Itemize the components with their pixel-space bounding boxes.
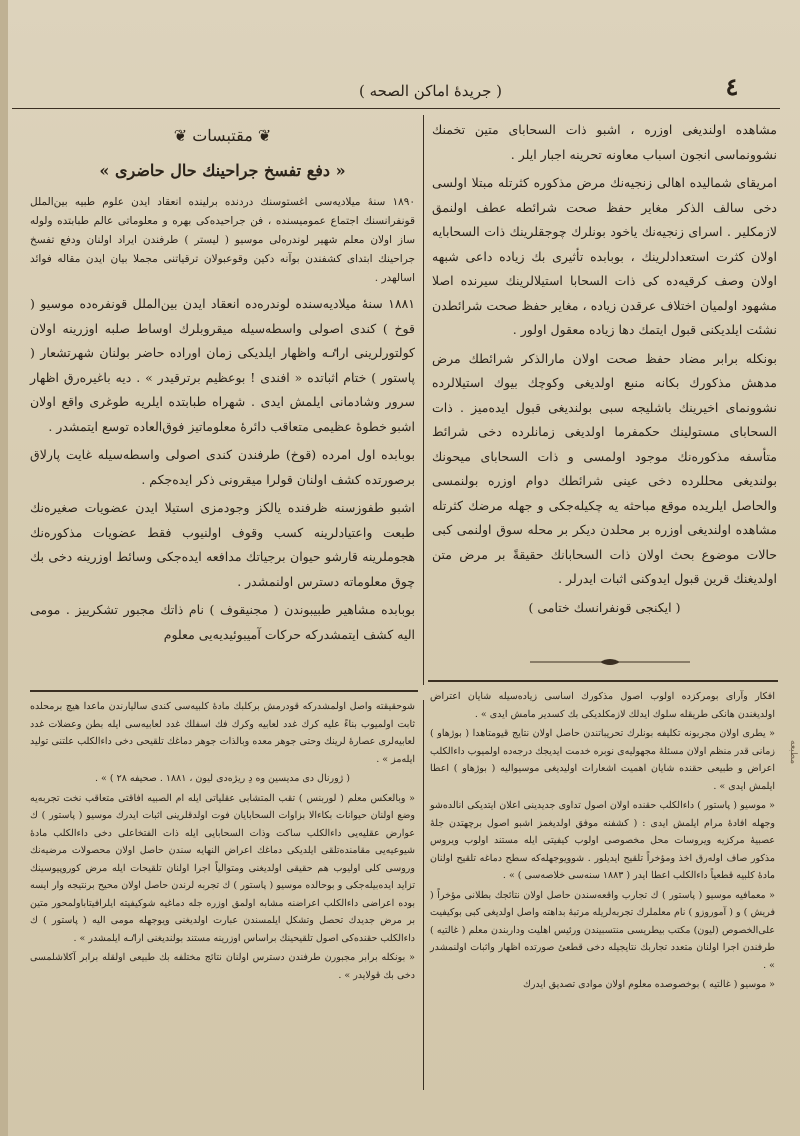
footnote: « معمافیه موسیو ( پاستور ) ك تجارب واقعه‌سندن حاصل اولان نتائجك بطلانی مؤخراً ( فریش ) و ( آموروزو ) نام معلملرك تجربه‌لریله مرتبهٔ بداهته واصل اولدیغی کبی بوکیفیت علی‌الخصوص (لیون) مکتب بیطریسی منتسبیندن ورئیس اهلیت وداربندن معلم ( غالتیه ) طرفندن اجرا اولنان متعدد تجاربك نتایجیله دخی قطعیٔ صورتده اظهار واثبات اولنمشدر » . (430, 889, 775, 971)
ornament-icon: » (99, 160, 115, 180)
footnote: « موسیو ( غالتیه ) بوخصوصده معلوم اولان موادی تصدیق ایدرك (523, 979, 775, 990)
left-column (30, 118, 415, 683)
paragraph: امریقای شمالیده اهالی زنجیه‌نك مرض مذکوره کثرتله مبتلا اولسی دخی سالف الذکر مغایر حفظ صحت شرائطه عطف اولنمق لازمکلیر . اسرای زنجیه‌نك یاخود بونلرك چوجقلرینك ذات السحابایه اولان کثرت استعدادلرینك ، بوبابده تأثیری بك زیاده داعی شبهه اولان وصف کرقیه‌ده کی ذات السحابا استیلالرینك سیرنده اصلا مشهود اولمیان اختلاف عرقدن زیاده ، مغایر حفظ صحت شرائطدن نشئت ایلدیکنی قبول ایتمك دها زیاده معقول اولور . (432, 175, 777, 337)
footnote: شوحقیقته واصل اولمشدرکه قودرمش برکلبك مادهٔ کلبیه‌سی کندی سالیارندن ماعدا هیچ برمحلده ثابت اولمیوب بناءً علیه کرك غدد لعابیه وکرك فك اسفلك غدد لعابیه‌سی ایله بطن وعضلات غدد لعابیه‌لری عصارهٔ لرینك وحتی جوهر معده وبالذات جوهر دماغك تلقیحی دخی داءالکلب علتنی تولید ایله‌مز » . (30, 701, 415, 765)
footnote: « بونکله برابر مجبورن طرفندن دسترس اولنان نتائج مختلفه بك طبیعی اولقله برابر آکلاشلمسی دخی بك قولایدر » . (30, 952, 415, 981)
footnote: « یطری اولان مجربونه تکلیفه بونلرك تحریباتندن حاصل اولان نتایج قیومتاهدا ( بوژهاو ) زمانی قدر منظم اولان مسئلهٔ مجهولیه‌ی نوبره خدمت ایدیجك درجه‌ده اولمیوب داءالکلب اعراض و طبیعی حقنده شایان اهمیت اشعارات اولیدیغی موسیوالیه ( بوژهاو ) اعطا ایلمش ایدی » . (430, 728, 775, 792)
footnote-citation: ( ژورنال دی مدیسین وه دِ ریژه‌دی لیون ، ۱۸۸۱ . صحیفه ۲۸ ) » . (95, 773, 350, 784)
column-divider (423, 115, 424, 685)
footnote: « موسیو ( پاستور ) داءالکلب حقنده اولان اصول تداوی جدیدینی اعلان ایتدیکی انالده‌شو وجهله افادهٔ مرام ایلمش ایدی : ( کشفنه موفق اولدیغمز اشبو اصول برچهتدن جلهٔ عصبیهٔ مرکزیه ویروسات محل مخصوصی اولوب کیفیتی ایله مستند اولوب ویروس مذکور صاف اوله‌رق اخذ ومؤخراً تلقیح ایدیلور . شوویوجهله‌که سطح دماغه تلقیح اولنان مادهٔ کلبیه قطعیاً داءالکلب اعطا ایدر ( ۱۸۸۳ سنه‌سی خلاصه‌سی ) » . (430, 800, 775, 881)
paragraph: اشبو طفوزسنه ظرفنده یالکز وجودمزی استیلا ایدن عضویات صغیره‌نك طبعت واعتیادلرینه کسب وقوف اولنیوب فقط عضویات مذکوره‌نك هجوملرینه قارشو حیوان برجیاتك مدافعه ایده‌جکی وسائط اوزرینه دخی بك چوق معلوماته دسترس اولنمشدر . (30, 500, 415, 589)
article-heading (30, 159, 415, 184)
ornament-icon: ❦ (252, 126, 272, 145)
journal-title: ( جريدهٔ اماكن الصحه ) (358, 82, 502, 100)
page-number: ٤ (725, 72, 739, 101)
paragraph: مشاهده اولندیغی اوزره ، اشبو ذات السحابای متین تخمنك نشوونماسی انجون اسباب معاونه تحرینه اجبار ایلر . (432, 122, 777, 162)
article-intro: ۱۸۹۰ سنهٔ میلادیه‌سی اغستوسنك دردنده برلینده انعقاد ایدن علوم طبیه بین‌الملل قونفرانسنك اجتماع عمومیسنده ، فن جراحیده‌کی بهره و معلوماتی عالم طبابتده ولوله ساز اولان معلم شهیر لوندره‌لی موسیو ( لیستر ) طرفندن ایراد اولنان ودفع تفسخ جراحینك ابتدای کشفندن بوآنه دکین وقوعبولان ترقیاتنی مجملا بیان ایدن مقاله فوائد اسالهدر . (30, 196, 415, 284)
right-column (432, 118, 777, 648)
footnote-column-divider (423, 700, 424, 1090)
paragraph: بونکله برابر مضاد حفظ صحت اولان مارالذکر شرائطك مرض مدهش مذکورك بکانه منبع اولدیغی وکوچك بیوك استیلالرده نشوونمای اخیرینك باشلیجه سبی بولندیغی قبول ایده‌میز . ذات السحابای مستولینك حکمفرما اولدیغی زمانلرده دخی شرائط متأسفه مذکوره‌نك موجود اولمسی و ذات السحابای میحونك بولندیغی محللرده دخی عینی شرائطك دوام اوزره بولنمسی والحاصل ایلریده موقع مباحثه یه چکیله‌جکی و جهله مرضك کثرتله مشاهده اولندیغی اوزره بر محلدن دیکر بر محله سوق اولنمی کبی حالات موضوع بحث اولان ذات السحابانك حقیقةً بر مرض متن اولدیغنك قرین قبول ایدوکنی اثبات ایدرلر . (432, 350, 777, 586)
section-title: مقتبسات (192, 126, 253, 145)
right-footnotes (430, 688, 775, 1098)
paragraph: ۱۸۸۱ سنهٔ میلادیه‌سنده لوندره‌ده انعقاد ایدن بین‌الملل قونفره‌ده موسیو ( قوخ ) کندی اصولی واسطه‌سیله میقروبلرك اوساط صلبه اوزرینه اولان کولتورلرینی اراٸه واظهار ایلدیکی زمان اوراده حاضر بولنان شهرتشعار ( پاستور ) ختام اثباتده « افندی ! بوعظیم برترقیدر » . دیه باغیره‌رق اظهار سرور وشادمانی ایلمش ایدی . شهراه طبابتده ایلریه طوغری واقع اولان اشبو خطوهٔ عظیمی متعاقب دائرهٔ معلوماتیز فوق‌العاده توسع ایتمشدر . (30, 296, 415, 434)
footnote: « وبالعکس معلم ( لوربنس ) تقب المتشابی عقلیاتی ایله ام الصبیه افاقتی متعاقب نخت تجربه‌یه وضع اولنان حیوانات بکاءالا بزاوات السحابایان فوت اولدقلرینی اثبات ایدرك موسیو ( پاستور ) ك عوارض عقلیه‌یی داءالکلب ساکت وذات السحابایی ایله ذات الفتخاعلی دخی داءالکلب مادهٔ شیوعیه‌یی مقامنده‌تلقی ایلدیکی دماغك اعراض النهایه سندن حاصل اولان محصولات مرضیه‌نك وروسی کلی اولیوب هم حقیقی اولدیغنی ومتوالیاً اجرا اولنان تلقیحات ایله مرض کوروپیوسینك تزاید ایده‌بیله‌جکی و بوحالده موسیو ( پاستور ) ك تجربه لرندن حاصل اولان محیح برنتیجه وار ایسه بوده اعراضی داءالکلب اعراضنه مشابه اولمق اوزره جله دماغیه شوکیفیته ایلرافیتاباولمحور متین بر مرض جدیدك تحصل وتشکل ایلمسندن عبارت اولدیغنی ویوجهله مومی الیه ( پاستور ) ك داءالکلب حقنده‌کی اصول تلقیحینك براساس اوزرینه مستند بولندیغنی اراٸه ایلمشدر » . (30, 792, 415, 944)
page-header (12, 70, 780, 109)
article-title: دفع تفسخ جراحینك حال حاضری (114, 160, 330, 180)
footnote: افکار وآرای بومرکزده اولوب اصول مذکورك اساسی زیاده‌سیله شایان اعتراض اولدیغندن هانکی طریقله سلوك ایدلك لازمکلدیکی بك کسدیر مامش ایدی » . (430, 691, 775, 720)
left-footnotes (30, 698, 415, 1098)
paragraph: بوبابده مشاهیر طبیبوندن ( مجنیقوف ) نام ذاتك مجبور تشکرییز . مومی الیه کشف ایتمشدرکه حرکات آمیبوئیدیه‌یی معلوم (30, 602, 415, 642)
right-footnote-rule (428, 680, 778, 682)
paragraph: بوبابده اول امرده (قوخ) طرفندن کندی اصولی واسطه‌سیله غایت پارلاق برصورتده کشف اولنان قولرا میقرونی ذکر ایده‌جکم . (30, 447, 415, 487)
ornament-divider (530, 656, 690, 668)
section-heading (30, 124, 415, 149)
lecture-end-note: ( ایکنجی قونفرانسك ختامی ) (528, 599, 681, 615)
page-edge (0, 0, 8, 1136)
ornament-icon: « (330, 160, 346, 180)
left-footnote-rule (30, 690, 418, 692)
margin-note: ﻣﻄﺒﻌﻪ (788, 740, 798, 765)
ornament-icon: ❦ (173, 126, 193, 145)
